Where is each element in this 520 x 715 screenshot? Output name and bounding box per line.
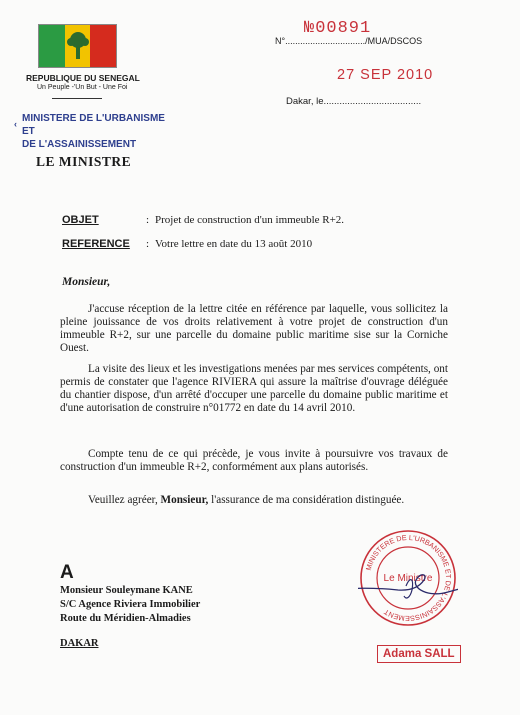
ministry-seal [358,528,458,628]
addressee-city: DAKAR [60,638,99,649]
number-stamp: №00891 [304,19,372,38]
header-divider [52,98,102,99]
republic-name: REPUBLIQUE DU SENEGAL [26,73,140,83]
objet-text: Projet de construction d'un immeuble R+2. [155,214,345,226]
reference-number-line: N°................................/MUA/DSCOS [275,36,423,46]
closing-paragraph [60,494,448,507]
margin-mark-icon: ‹ [14,119,17,129]
addressee-road: Route du Méridien-Almadies [60,613,191,624]
body-paragraph-1: J'accuse réception de la lettre citée en référence par laquelle, vous sollicitez la pleine jouissance de vos droits relativement à votre projet de construction d'un immeuble R+2, sur une parcelle du domaine public maritime sise sur la Corniche Ouest. [60,303,448,354]
ministry-name [14,112,172,151]
signatory-name-stamp: Adama SALL [377,645,461,663]
senegal-flag [38,24,117,68]
closing-after: l'assurance de ma considération distinguée. [211,494,405,506]
reference-text: Votre lettre en date du 13 août 2010 [155,238,313,250]
reference-label: REFERENCE [62,238,130,250]
signatory-title: LE MINISTRE [36,154,132,169]
reference-colon: : [146,238,150,250]
addressee-name: Monsieur Souleymane KANE [60,585,193,596]
addressee-block [60,584,200,626]
addressee-agency: S/C Agence Riviera Immobilier [60,599,201,610]
seal-ring-text: MINISTERE DE L'URBANISME ET DE L'ASSAINISSEMENT [363,532,454,624]
baobab-emblem-icon [61,29,95,63]
closing-before: Veuillez agréer, [88,494,158,506]
seal-center-text: Le Ministre [383,573,433,584]
place-date-line: Dakar, le..................................... [286,96,422,107]
date-stamp: 27 SEP 2010 [337,67,434,83]
addressee-a: A [60,562,74,583]
ministry-line-1: MINISTERE DE L'URBANISME ET [22,113,165,137]
national-motto: Un Peuple -'Un But - Une Foi [37,84,128,91]
salutation: Monsieur, [62,276,111,288]
body-paragraph-3: Compte tenu de ce qui précède, je vous invite à poursuivre vos travaux de construction d'un immeuble R+2, conformément aux plans autorisés. [60,448,448,473]
objet-label: OBJET [62,214,99,226]
body-paragraph-2: La visite des lieux et les investigations menées par mes services compétents, ont permis de constater que l'agence RIVIERA qui assure la maîtrise d'ouvrage déléguée du chantier dispose, d'un arrêté d'occuper une parcelle du domaine public maritime et d'une autorisation de construire n°01772 en date du 14 avril 2010. [60,363,448,414]
objet-colon: : [146,214,150,226]
closing-monsieur: Monsieur, [160,494,209,506]
ministry-line-2: DE L'ASSAINISSEMENT [22,139,137,150]
